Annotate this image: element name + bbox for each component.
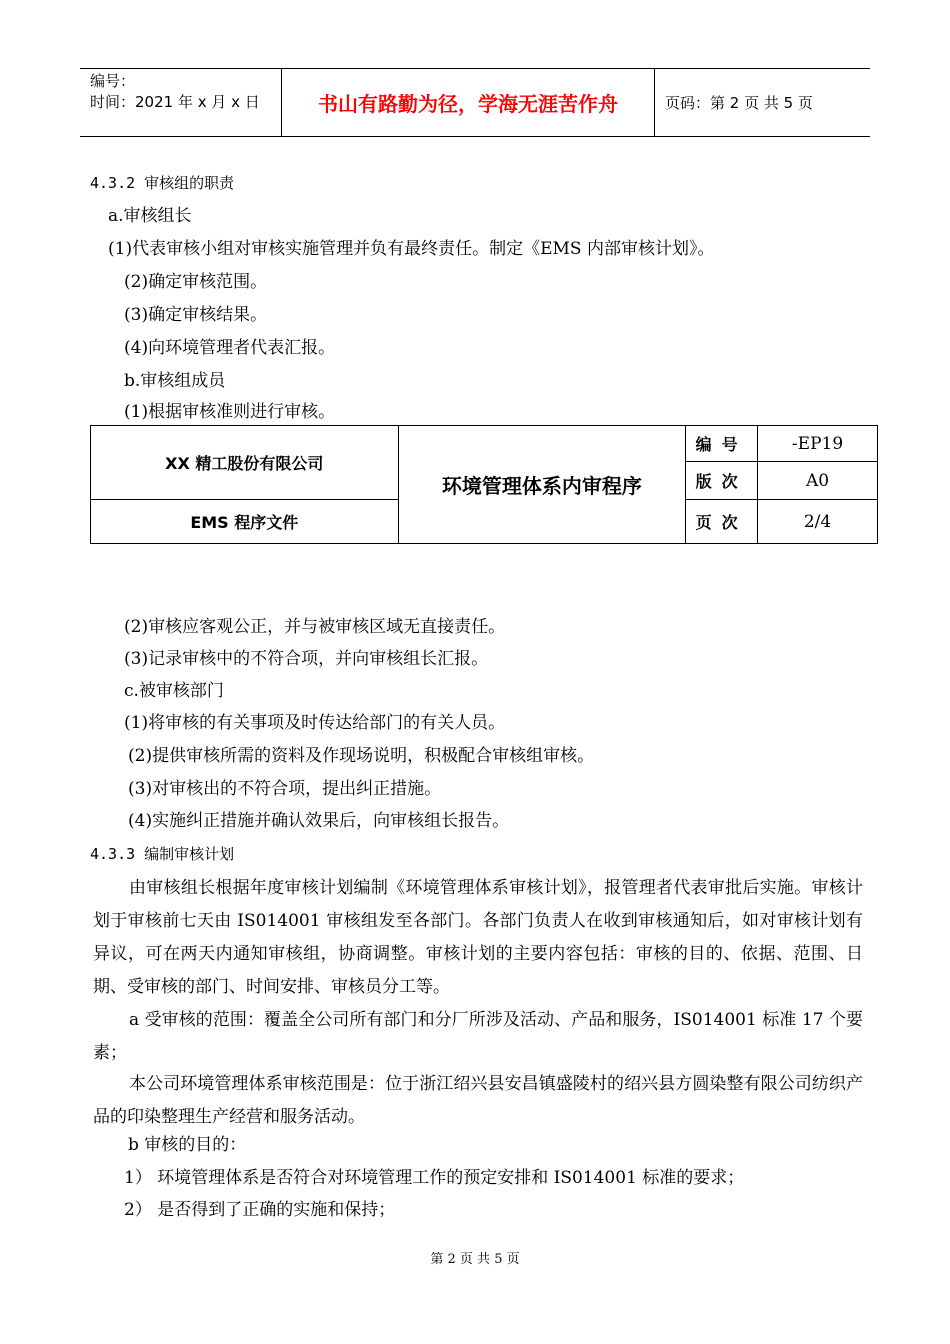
page-header [80,68,870,137]
leader-duty-2: (2)确定审核范围。 [124,272,268,292]
number-key: 编号 [686,426,758,462]
date-label: 时间：2021 年 x 月 x 日 [90,93,260,111]
member-duty-2: (2)审核应客观公正，并与被审核区域无直接责任。 [124,617,506,637]
header-page-number: 页码：第 2 页 共 5 页 [665,94,813,112]
leader-duty-1: (1)代表审核小组对审核实施管理并负有最终责任。制定《EMS 内部审核计划》。 [108,239,715,259]
audit-purpose-title: b 审核的目的： [128,1135,247,1155]
page-footer: 第 2 页 共 5 页 [430,1252,520,1267]
audit-scope-paragraph: a 受审核的范围：覆盖全公司所有部门和分厂所涉及活动、产品和服务，IS014001 标准 17 个要素； [93,1010,863,1063]
member-duty-1: (1)根据审核准则进行审核。 [124,402,336,422]
document-number-label: 编号： [90,72,136,90]
audit-purpose-2: 2） 是否得到了正确的实施和保持； [124,1200,396,1220]
document-type: EMS 程序文件 [91,500,399,544]
audit-purpose-1: 1） 环境管理体系是否符合对环境管理工作的预定安排和 IS014001 标准的要求； [124,1168,745,1188]
audited-dept-duty-1: (1)将审核的有关事项及时传达给部门的有关人员。 [124,713,506,733]
section-heading-433: 4.3.3 编制审核计划 [90,845,235,863]
page-value: 2/4 [758,500,878,544]
member-duty-3: (3)记录审核中的不符合项，并向审核组长汇报。 [124,649,489,669]
leader-duty-3: (3)确定审核结果。 [124,305,268,325]
leader-duty-4: (4)向环境管理者代表汇报。 [124,338,336,358]
company-scope-paragraph: 本公司环境管理体系审核范围是：位于浙江绍兴县安昌镇盛陵村的绍兴县方圆染整有限公司纺织产品的印染整理生产经营和服务活动。 [93,1074,863,1127]
version-value: A0 [758,462,878,500]
audit-plan-paragraph: 由审核组长根据年度审核计划编制《环境管理体系审核计划》，报管理者代表审批后实施。审核计划于审核前七天由 IS014001 审核组发至各部门。各部门负责人在收到审核通知后，如对审核计划有异议，可在两天内通知审核组，协商调整。审核计划的主要内容包括：审核的目的、依据、范围、日期、受审核的部门、时间安排、审核员分工等。 [93,878,863,997]
page-key: 页次 [686,500,758,544]
procedure-title: 环境管理体系内审程序 [398,426,686,544]
audited-dept-duty-3: (3)对审核出的不符合项，提出纠正措施。 [128,779,442,799]
audited-dept-duty-4: (4)实施纠正措施并确认效果后，向审核组长报告。 [128,811,510,831]
audited-dept-title: c.被审核部门 [124,681,224,701]
header-meta [80,69,282,136]
audited-dept-duty-2: (2)提供审核所需的资料及作现场说明，积极配合审核组审核。 [128,746,595,766]
number-value: -EP19 [758,426,878,462]
leader-title: a.审核组长 [108,206,192,226]
company-name: XX 精工股份有限公司 [91,426,399,500]
document-info-table [90,425,878,544]
version-key: 版次 [686,462,758,500]
member-title: b.审核组成员 [124,371,226,391]
section-heading-432: 4.3.2 审核组的职责 [90,174,235,192]
header-motto: 书山有路勤为径，学海无涯苦作舟 [282,69,655,136]
